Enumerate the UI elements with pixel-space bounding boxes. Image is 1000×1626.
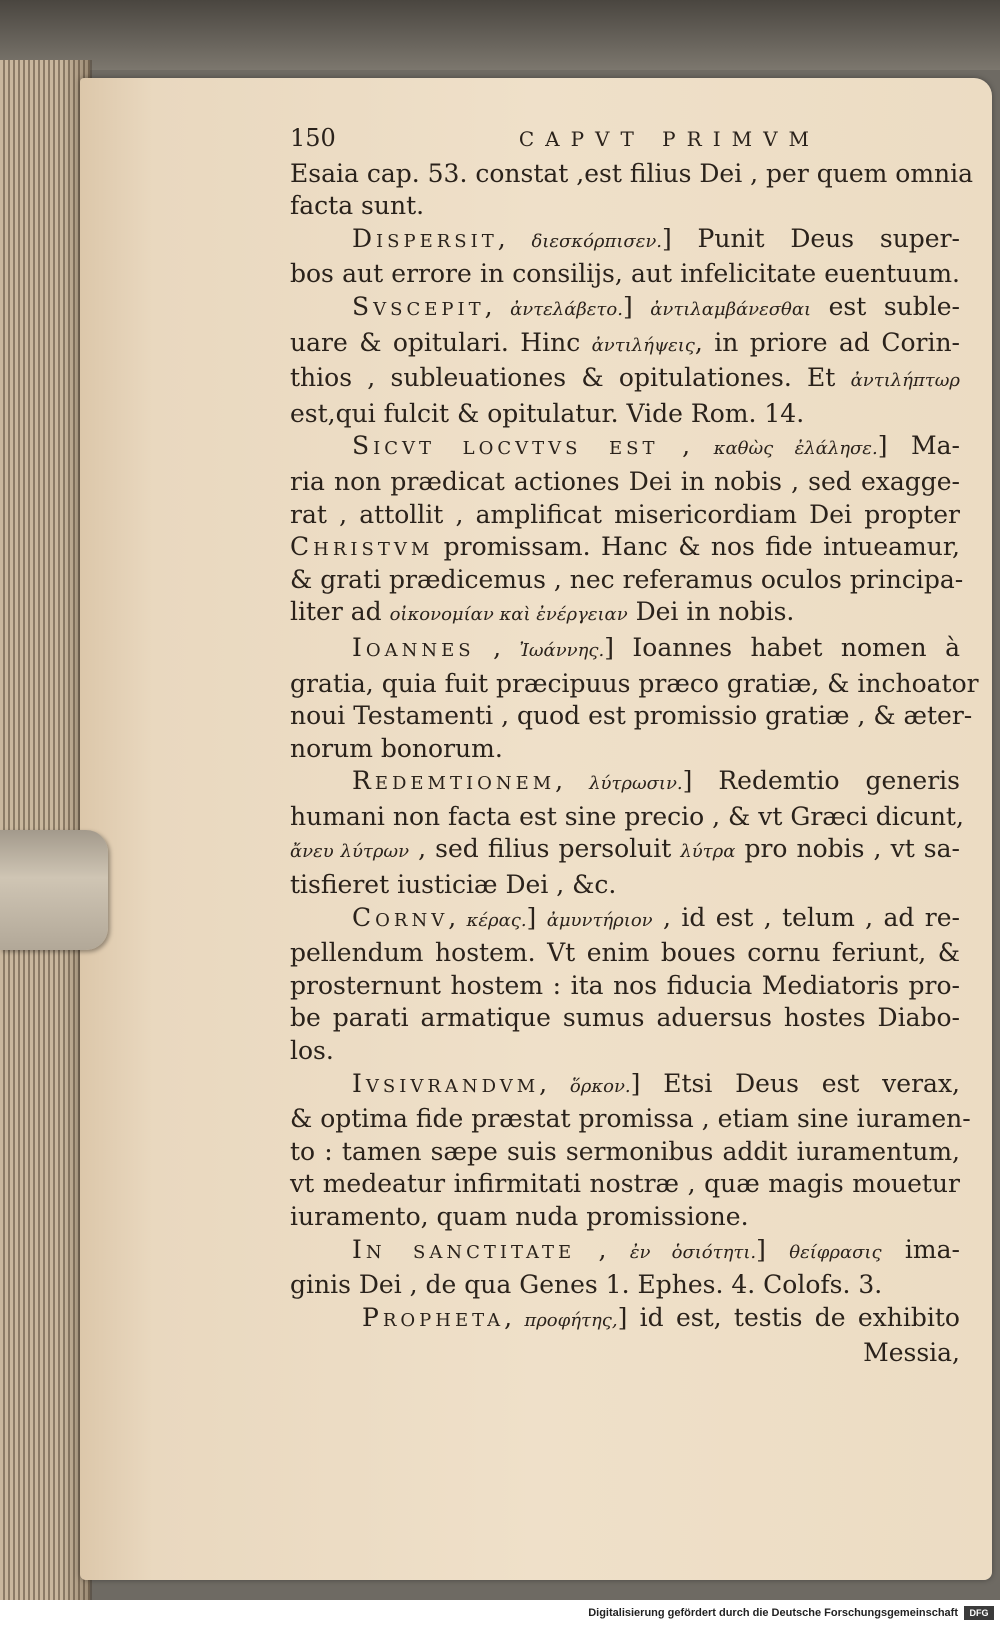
text-run: prosternunt hostem : ita nos fiducia Mediatoris pro- [290, 970, 960, 1000]
footer-credit: Digitalisierung gefördert durch die Deutsche Forschungsgemeinschaft [588, 1607, 958, 1619]
text-run: , [504, 1302, 525, 1332]
lemma: Cornv [352, 902, 449, 932]
text-run: promissam. Hanc & nos fide intueamur, [433, 532, 960, 562]
lemma: Svscepit [352, 291, 485, 321]
text-run: facta sunt. [290, 191, 425, 221]
text-run: tisfieret iusticiæ Dei , &c. [290, 870, 617, 900]
text-run: vt medeatur infirmitati nostræ , quæ magis mouetur [290, 1169, 960, 1199]
text-line [290, 223, 960, 259]
catchword: Messia, [863, 1338, 960, 1368]
text-run: ] Redemtio generis [682, 766, 960, 796]
text-line [290, 1201, 960, 1234]
greek-term: Ἰωάννης. [519, 639, 605, 661]
greek-term: οἰκονομίαν καὶ ἐνέργειαν [389, 604, 628, 626]
page-number: 150 [290, 124, 336, 152]
text-run: Esaia cap. 53. constat ,est filius Dei , per quem omnia [290, 158, 974, 188]
text-run: pro nobis , vt sa- [735, 834, 960, 864]
text-line [290, 158, 974, 191]
clamp-strap [0, 830, 108, 950]
text-line [290, 466, 960, 499]
text-run: ] Punit Deus super- [662, 223, 960, 253]
text-line [290, 596, 960, 632]
text-line [290, 765, 960, 801]
text-run: liter ad [290, 597, 390, 627]
text-line [290, 531, 960, 564]
text-line [290, 1234, 960, 1270]
text-run: ] [756, 1234, 790, 1264]
text-run: be parati armatique sumus aduersus hostes Diabo- [290, 1003, 960, 1033]
text-line [290, 937, 960, 970]
text-line [290, 632, 960, 668]
text-run: norum bonorum. [290, 733, 503, 763]
text-line [290, 430, 960, 466]
text-line [290, 1136, 960, 1169]
lemma: Christvm [290, 532, 434, 562]
running-head: CAPVT PRIMVM [518, 127, 820, 151]
text-run: ] [526, 902, 547, 932]
greek-term: ἀμυντήριον [546, 909, 653, 931]
text-run: ima- [881, 1234, 960, 1264]
text-line [290, 700, 973, 733]
greek-term: ἐν ὁσιότητι. [629, 1241, 757, 1263]
text-line [290, 398, 960, 431]
lemma: Ivsivrandvm [352, 1068, 540, 1098]
lemma: Sicvt locvtvs est [352, 431, 659, 461]
greek-term: προφήτης, [524, 1309, 618, 1331]
text-run: , [555, 766, 590, 796]
greek-term: ἄνευ λύτρων [290, 841, 410, 863]
text-run: , [658, 431, 714, 461]
dfg-logo: DFG [964, 1606, 994, 1620]
text-run: ] Etsi Deus est verax, [630, 1068, 960, 1098]
text-run: ] Ma- [877, 431, 960, 461]
page-header [290, 122, 960, 156]
text-line [290, 327, 960, 363]
text-run: ] [622, 291, 651, 321]
text-run: , sed filius persoluit [409, 834, 681, 864]
greek-term: κέρας. [466, 909, 527, 931]
text-run: ] id est, testis de exhibito [617, 1302, 960, 1332]
text-run: iuramento, quam nuda promissione. [290, 1202, 749, 1231]
text-run: ria non prædicat actiones Dei in nobis , sed exagge- [290, 466, 960, 496]
text-line [290, 1168, 960, 1201]
greek-term: λύτρωσιν. [589, 773, 683, 795]
text-line [290, 564, 964, 597]
text-line [290, 970, 960, 1003]
text-run: pellendum hostem. Vt enim boues cornu feriunt, & [290, 938, 960, 968]
greek-term: ἀντιλήπτωρ [850, 370, 960, 392]
greek-term: ἀντιλήψεις [591, 334, 695, 356]
greek-term: ἀντελάβετο. [510, 298, 623, 320]
text-run: bos aut errore in consilijs, aut infelicitate euentuum. [290, 259, 960, 289]
greek-term: λύτρα [680, 841, 736, 863]
greek-term: ἀντιλαμβάνεσθαι [650, 298, 812, 320]
text-run: ginis Dei , de qua Genes 1. Ephes. 4. Colofs. 3. [290, 1270, 883, 1300]
page-text [290, 122, 979, 1370]
text-run: thios , subleuationes & opitulationes. Et [290, 363, 851, 393]
greek-term: θείφρασις [789, 1241, 882, 1263]
text-run: , [448, 902, 467, 932]
text-run: gratia, quia fuit præcipuus præco gratiæ, & inchoator [290, 668, 979, 698]
text-run: ] Ioannes habet nomen à [604, 632, 960, 662]
text-run: humani non facta est sine precio , & vt Græci dicunt, [290, 801, 964, 831]
text-run: , in priore ad Corin- [694, 327, 960, 357]
lemma: Ioannes [352, 632, 475, 662]
greek-term: καθὼς ἐλάλησε. [713, 438, 878, 460]
text-run: , [497, 223, 532, 253]
text-line [290, 499, 960, 532]
text-line [290, 733, 960, 766]
lemma: Propheta [362, 1302, 505, 1332]
text-run: , [539, 1068, 570, 1098]
body-text [290, 158, 979, 1338]
text-line [290, 1302, 960, 1338]
text-run: rat , attollit , amplificat misericordiam Dei propter [290, 499, 960, 529]
text-line [290, 801, 964, 834]
greek-term: διεσκόρπισεν. [531, 230, 663, 252]
text-line [290, 1103, 971, 1136]
text-run: est suble- [811, 291, 960, 321]
text-run: Dei in nobis. [627, 597, 795, 627]
book-cover-edge [0, 0, 1000, 70]
text-line [290, 833, 960, 869]
text-run: est,qui fulcit & opitulatur. Vide Rom. 14. [290, 398, 805, 428]
digitization-footer [0, 1600, 1000, 1626]
text-run: , [484, 291, 511, 321]
text-line [290, 902, 960, 938]
text-line [290, 190, 960, 223]
greek-term: ὅρκον. [569, 1075, 631, 1097]
text-run: , [474, 632, 520, 662]
text-run: , [575, 1234, 630, 1264]
text-line [290, 869, 960, 902]
text-run: , id est , telum , ad re- [652, 902, 960, 932]
text-run: los. [290, 1036, 334, 1066]
text-run: to : tamen sæpe suis sermonibus addit iuramentum, [290, 1136, 960, 1166]
text-line [290, 258, 960, 291]
text-line [290, 362, 960, 398]
text-run: & grati prædicemus , nec referamus oculos principa- [290, 564, 964, 594]
text-line [290, 291, 960, 327]
text-line [290, 1002, 960, 1035]
text-line [290, 668, 979, 701]
lemma: Redemtionem [352, 766, 556, 796]
text-run: & optima fide præstat promissa , etiam sine iuramen- [290, 1104, 971, 1134]
text-run: uare & opitulari. Hinc [290, 327, 592, 357]
text-line [290, 1269, 960, 1302]
text-line [290, 1068, 960, 1104]
lemma: In sanctitate [352, 1234, 576, 1264]
lemma: Dispersit [352, 223, 498, 253]
text-run: noui Testamenti , quod est promissio gratiæ , & æter- [290, 701, 973, 731]
text-line [290, 1035, 960, 1068]
